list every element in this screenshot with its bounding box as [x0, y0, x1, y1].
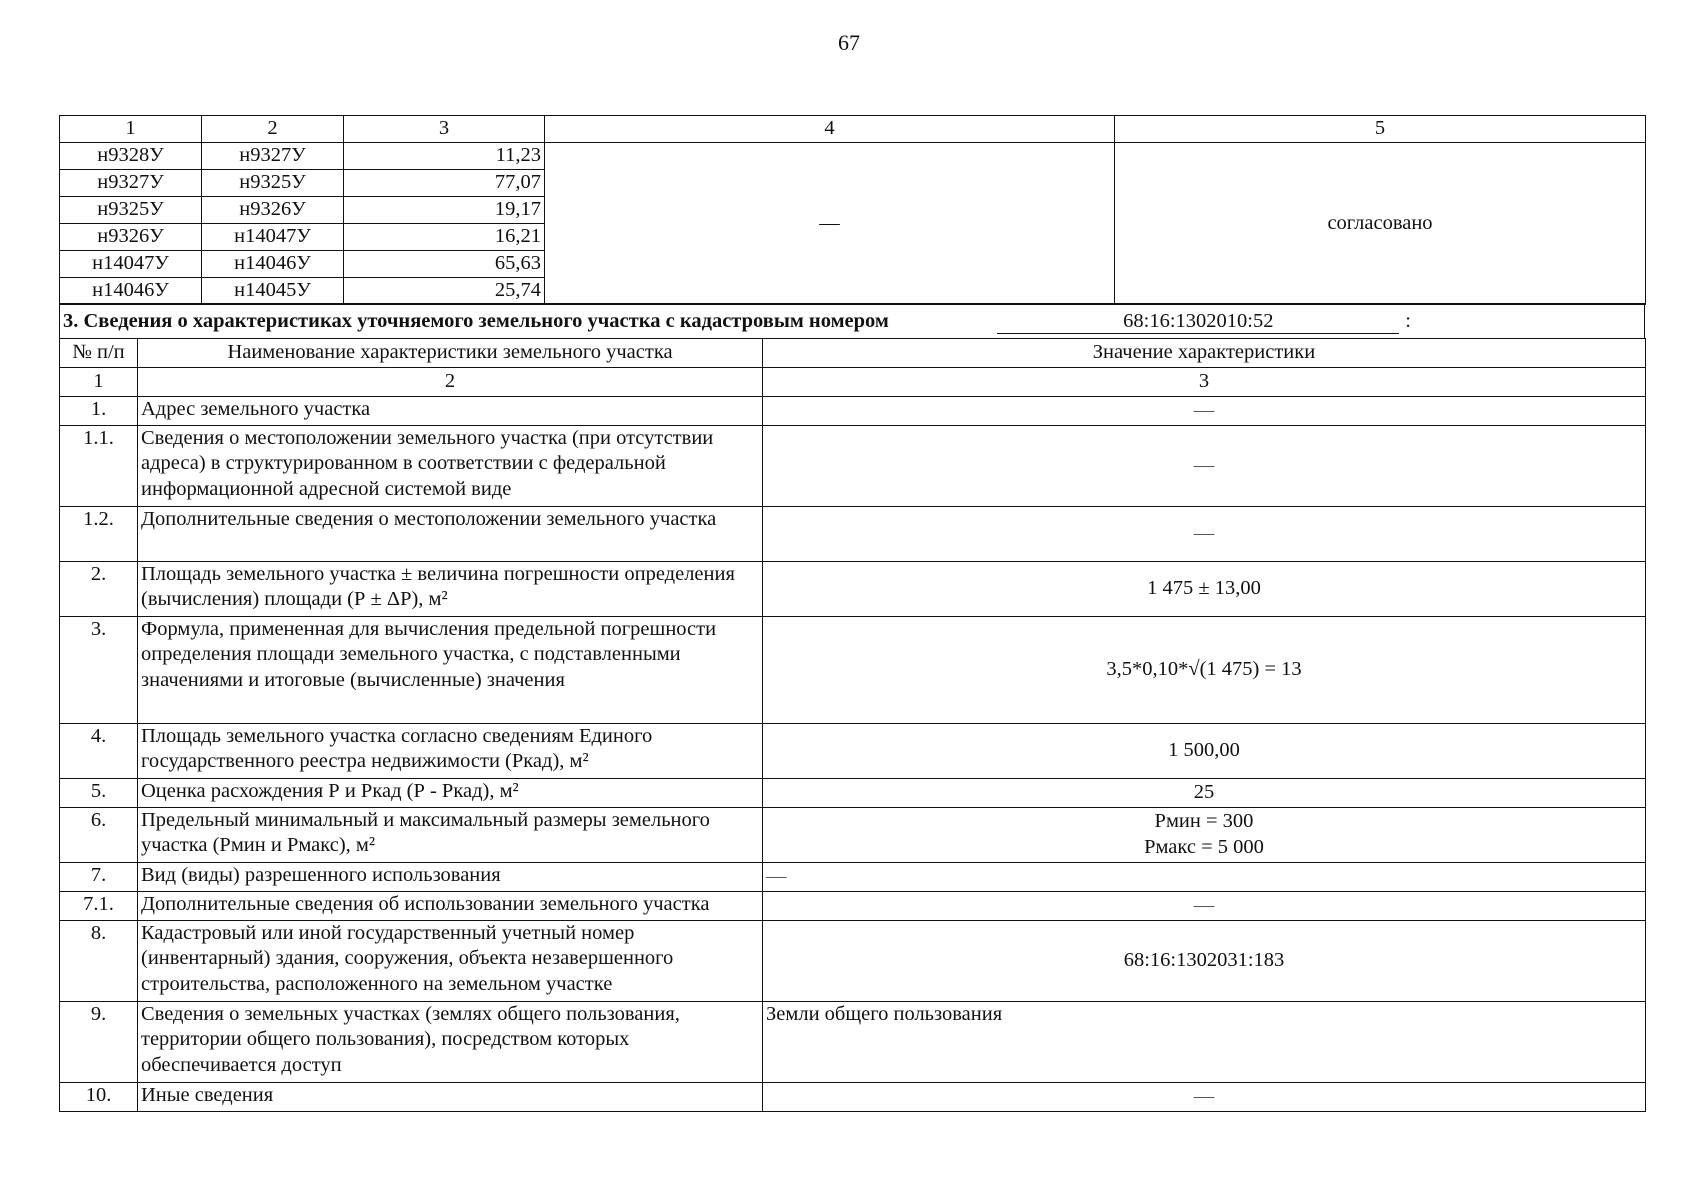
- title-colon: :: [1405, 309, 1411, 332]
- row-number: 10.: [60, 1082, 138, 1111]
- header-col-number: 3: [763, 367, 1646, 396]
- row-value: —: [763, 425, 1646, 506]
- row-value: 68:16:1302031:183: [763, 920, 1646, 1001]
- header-number: № п/п: [60, 338, 138, 367]
- row-value: —: [763, 862, 1646, 891]
- boundary-header-cell: 4: [545, 116, 1115, 143]
- segment-length: 11,23: [344, 143, 545, 170]
- row-number: 4.: [60, 723, 138, 778]
- characteristics-header-row: [60, 338, 1646, 367]
- point-to: н14046У: [202, 251, 344, 278]
- point-from: н9326У: [60, 224, 202, 251]
- point-to: н9326У: [202, 197, 344, 224]
- table-row: [60, 506, 1646, 561]
- boundary-header-cell: 2: [202, 116, 344, 143]
- segment-length: 77,07: [344, 170, 545, 197]
- table-row: [60, 561, 1646, 616]
- table-row: [60, 1001, 1646, 1082]
- point-to: н9327У: [202, 143, 344, 170]
- row-name: Дополнительные сведения об использовании земельного участка: [138, 891, 763, 920]
- row-number: 1.: [60, 396, 138, 425]
- row-name: Сведения о местоположении земельного участка (при отсутствии адреса) в структурированном в соответствии с федеральной информационной адресной системой виде: [138, 425, 763, 506]
- min-size: Рмин = 300: [1154, 810, 1254, 833]
- document-sheet: [59, 115, 1645, 1112]
- row-value: 1 475 ± 13,00: [763, 561, 1646, 616]
- table-row: [60, 723, 1646, 778]
- row-value: 25: [763, 778, 1646, 807]
- segment-length: 65,63: [344, 251, 545, 278]
- boundary-header-cell: 5: [1115, 116, 1646, 143]
- characteristics-table: [59, 338, 1646, 1112]
- row-number: 7.1.: [60, 891, 138, 920]
- segment-length: 16,21: [344, 224, 545, 251]
- row-number: 6.: [60, 807, 138, 862]
- cadastral-number: 68:16:1302010:52: [997, 309, 1399, 334]
- row-value: —: [763, 1082, 1646, 1111]
- row-name: Вид (виды) разрешенного использования: [138, 862, 763, 891]
- row-name: Кадастровый или иной государственный учетный номер (инвентарный) здания, сооружения, объекта незавершенного строительства, расположенного на земельном участке: [138, 920, 763, 1001]
- header-col-number: 1: [60, 367, 138, 396]
- point-from: н14047У: [60, 251, 202, 278]
- row-value: [763, 807, 1646, 862]
- boundary-header-cell: 3: [344, 116, 545, 143]
- table-row: [60, 778, 1646, 807]
- row-value: —: [763, 506, 1646, 561]
- row-name: Площадь земельного участка ± величина погрешности определения (вычисления) площади (Р ± ΔР), м²: [138, 561, 763, 616]
- row-number: 8.: [60, 920, 138, 1001]
- row-number: 5.: [60, 778, 138, 807]
- segment-length: 19,17: [344, 197, 545, 224]
- section3-title-table: [59, 303, 1645, 339]
- table-row: [60, 1082, 1646, 1111]
- point-from: н9328У: [60, 143, 202, 170]
- point-from: н9325У: [60, 197, 202, 224]
- row-name: Оценка расхождения Р и Ркад (Р - Ркад), м²: [138, 778, 763, 807]
- page-number: 67: [838, 30, 860, 55]
- header-col-number: 2: [138, 367, 763, 396]
- point-from: н9327У: [60, 170, 202, 197]
- row-name: Дополнительные сведения о местоположении земельного участка: [138, 506, 763, 561]
- row-value: 1 500,00: [763, 723, 1646, 778]
- section3-title: 3. Сведения о характеристиках уточняемого земельного участка с кадастровым номером: [63, 309, 889, 332]
- agreement-status: согласовано: [1115, 143, 1646, 305]
- point-to: н14047У: [202, 224, 344, 251]
- header-value: Значение характеристики: [763, 338, 1646, 367]
- section3-title-cell: [60, 304, 1645, 339]
- table-row: [60, 143, 1646, 170]
- row-number: 1.2.: [60, 506, 138, 561]
- row-value: —: [763, 396, 1646, 425]
- row-name: Формула, примененная для вычисления предельной погрешности определения площади земельного участка, с подставленными значениями и итоговые (вычисленные) значения: [138, 616, 763, 723]
- table-row: [60, 891, 1646, 920]
- boundary-header-cell: 1: [60, 116, 202, 143]
- row-number: 9.: [60, 1001, 138, 1082]
- table-row: [60, 616, 1646, 723]
- row-value: —: [763, 891, 1646, 920]
- row-name: Сведения о земельных участках (землях общего пользования, территории общего пользования), посредством которых обеспечивается доступ: [138, 1001, 763, 1082]
- row-name: Адрес земельного участка: [138, 396, 763, 425]
- characteristics-header-numbers: [60, 367, 1646, 396]
- row-name: Площадь земельного участка согласно сведениям Единого государственного реестра недвижимости (Ркад), м²: [138, 723, 763, 778]
- boundary-table: [59, 115, 1646, 305]
- row-number: 3.: [60, 616, 138, 723]
- row-value: Земли общего пользования: [763, 1001, 1646, 1082]
- row-name: Предельный минимальный и максимальный размеры земельного участка (Рмин и Рмакс), м²: [138, 807, 763, 862]
- table-row: [60, 862, 1646, 891]
- table-row: [60, 396, 1646, 425]
- row-number: 7.: [60, 862, 138, 891]
- table-row: [60, 425, 1646, 506]
- row-number: 1.1.: [60, 425, 138, 506]
- table-row: [60, 807, 1646, 862]
- header-name: Наименование характеристики земельного участка: [138, 338, 763, 367]
- segment-length: 25,74: [344, 278, 545, 305]
- row-number: 2.: [60, 561, 138, 616]
- max-size: Рмакс = 5 000: [1144, 835, 1264, 858]
- table-row: [60, 920, 1646, 1001]
- row-value: 3,5*0,10*√(1 475) = 13: [763, 616, 1646, 723]
- point-from: н14046У: [60, 278, 202, 305]
- row-name: Иные сведения: [138, 1082, 763, 1111]
- point-to: н14045У: [202, 278, 344, 305]
- boundary-col4-value: —: [545, 143, 1115, 305]
- point-to: н9325У: [202, 170, 344, 197]
- boundary-header-row: [60, 116, 1646, 143]
